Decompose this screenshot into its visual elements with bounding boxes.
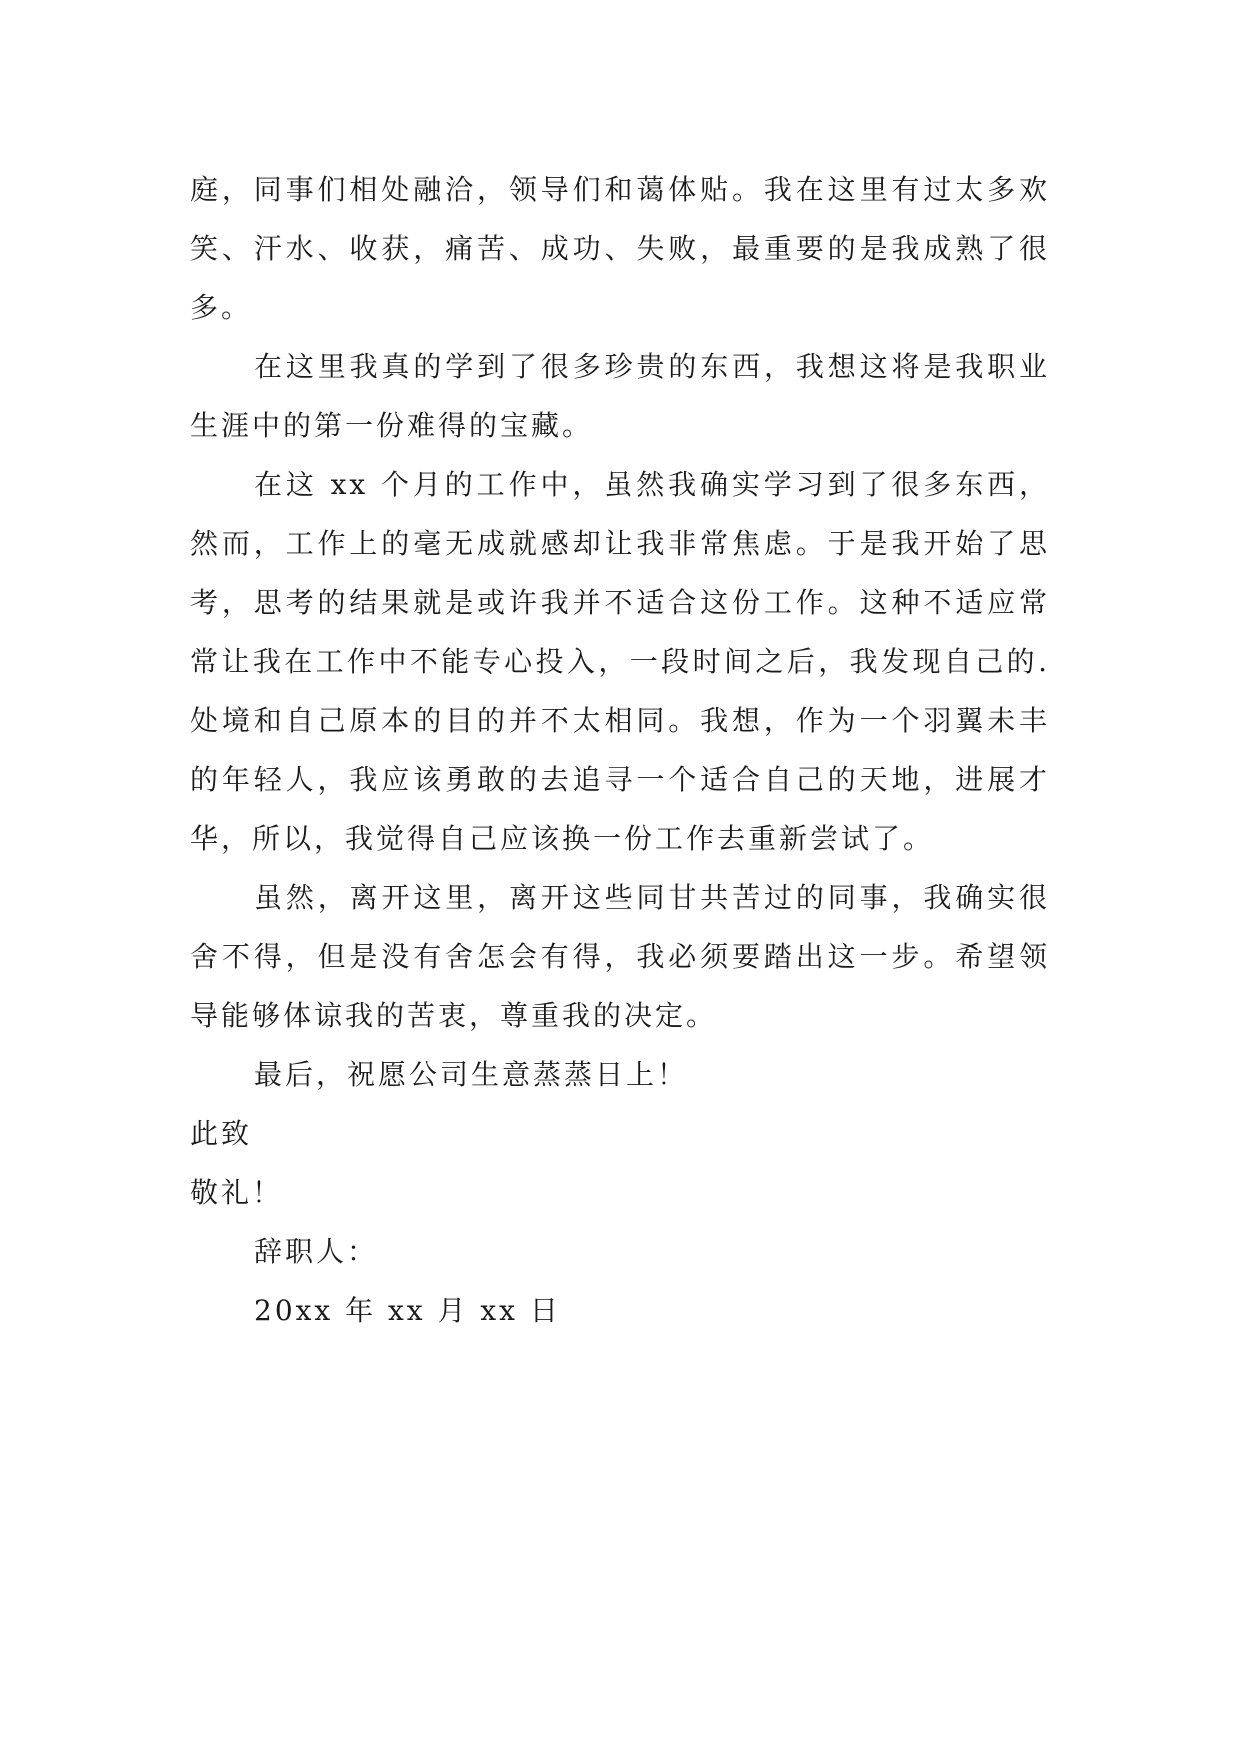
closing-salutation: 此致	[190, 1117, 253, 1150]
letter-date: 20xx 年 xx 月 xx 日	[254, 1294, 561, 1327]
paragraph-wishes: 最后，祝愿公司生意蒸蒸日上！	[254, 1058, 689, 1091]
paragraph-reason: 在这 xx 个月的工作中，虽然我确实学习到了很多东西，然而，工作上的毫无成就感却让我非常焦虑。于是我开始了思考，思考的结果就是或许我并不适合这份工作。这种不适应常常让我在工作中不能专心投入，一段时间之后，我发现自己的.处境和自己原本的目的并不太相同。我想，作为一个羽翼未丰的年轻人，我应该勇敢的去追寻一个适合自己的天地，进展才华，所以，我觉得自己应该换一份工作去重新尝试了。	[190, 468, 1050, 855]
paragraph-learning: 在这里我真的学到了很多珍贵的东西，我想这将是我职业生涯中的第一份难得的宝藏。	[190, 350, 1050, 442]
paragraph-continuation: 庭，同事们相处融洽，领导们和蔼体贴。我在这里有过太多欢笑、汗水、收获，痛苦、成功、失败，最重要的是我成熟了很多。	[190, 173, 1050, 324]
closing-regards: 敬礼！	[190, 1176, 284, 1209]
signer-label: 辞职人：	[254, 1235, 379, 1268]
paragraph-farewell: 虽然，离开这里，离开这些同甘共苦过的同事，我确实很舍不得，但是没有舍怎会有得，我必须要踏出这一步。希望领导能够体谅我的苦衷，尊重我的决定。	[190, 881, 1050, 1032]
letter-body	[190, 160, 1050, 1340]
